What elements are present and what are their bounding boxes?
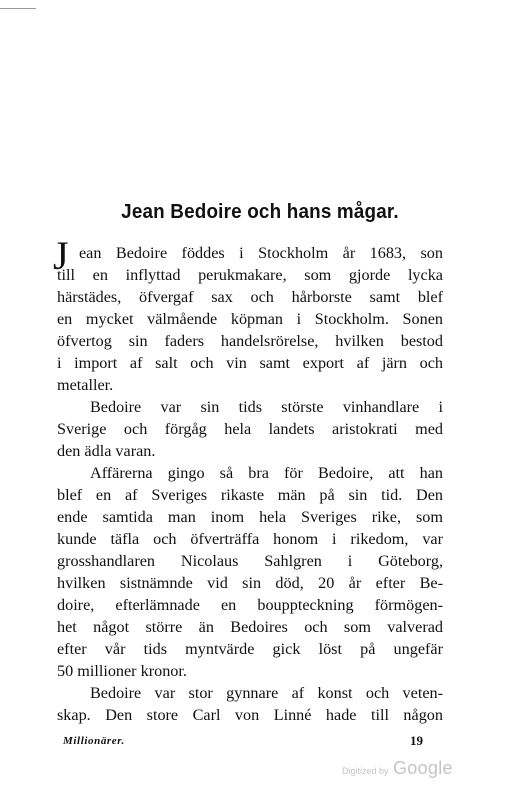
text-line: Bedoire var stor gynnare af konst och veten-: [90, 684, 443, 702]
text-line: 50 millioner kronor.: [57, 662, 187, 680]
drop-cap: J: [53, 233, 69, 278]
text-line: grosshandlaren Nicolaus Sahlgren i Göteborg,: [57, 552, 443, 570]
text-line: en mycket välmående köpman i Stockholm. Sonen: [57, 310, 443, 328]
text-line: Sverige och förgåg hela landets aristokrati med: [57, 420, 443, 438]
text-line: härstädes, öfvergaf sax och hårborste samt blef: [57, 288, 443, 306]
text-line: öfvertog sin faders handelsrörelse, hvilken bestod: [57, 332, 443, 350]
text-line: den ädla varan.: [57, 442, 156, 460]
text-line: i import af salt och vin samt export af järn och: [57, 354, 443, 372]
text-line: blef en af Sveriges rikaste män på sin tid. Den: [57, 486, 443, 504]
text-line: hvilken sistnämnde vid sin död, 20 år efter Be-: [57, 574, 443, 592]
footer-signature: Millionärer.: [63, 735, 125, 747]
digitized-watermark: [342, 758, 453, 779]
text-line: ean Bedoire föddes i Stockholm år 1683, son: [79, 244, 443, 262]
text-line: doire, efterlämnade en bouppteckning förmögen-: [57, 596, 443, 614]
text-line: kunde täfla och öfverträffa honom i rikedom, var: [57, 530, 443, 548]
top-rule: [0, 8, 36, 9]
text-line: het något större än Bedoires och som valverad: [57, 618, 443, 636]
text-line: metaller.: [57, 376, 114, 394]
watermark-prefix: Digitized by: [342, 766, 389, 776]
chapter-title: Jean Bedoire och hans mågar.: [121, 200, 399, 223]
text-line: skap. Den store Carl von Linné hade till någon: [57, 706, 443, 724]
google-logo: Google: [392, 758, 453, 778]
text-line: efter vår tids myntvärde gick löst på ungefär: [57, 640, 443, 658]
text-line: Bedoire var sin tids störste vinhandlare i: [90, 398, 443, 416]
text-line: till en inflyttad perukmakare, som gjorde lycka: [57, 266, 443, 284]
page-number: 19: [410, 733, 423, 748]
text-line: Affärerna gingo så bra för Bedoire, att han: [90, 464, 443, 482]
text-line: ende samtida man inom hela Sveriges rike, som: [57, 508, 443, 526]
